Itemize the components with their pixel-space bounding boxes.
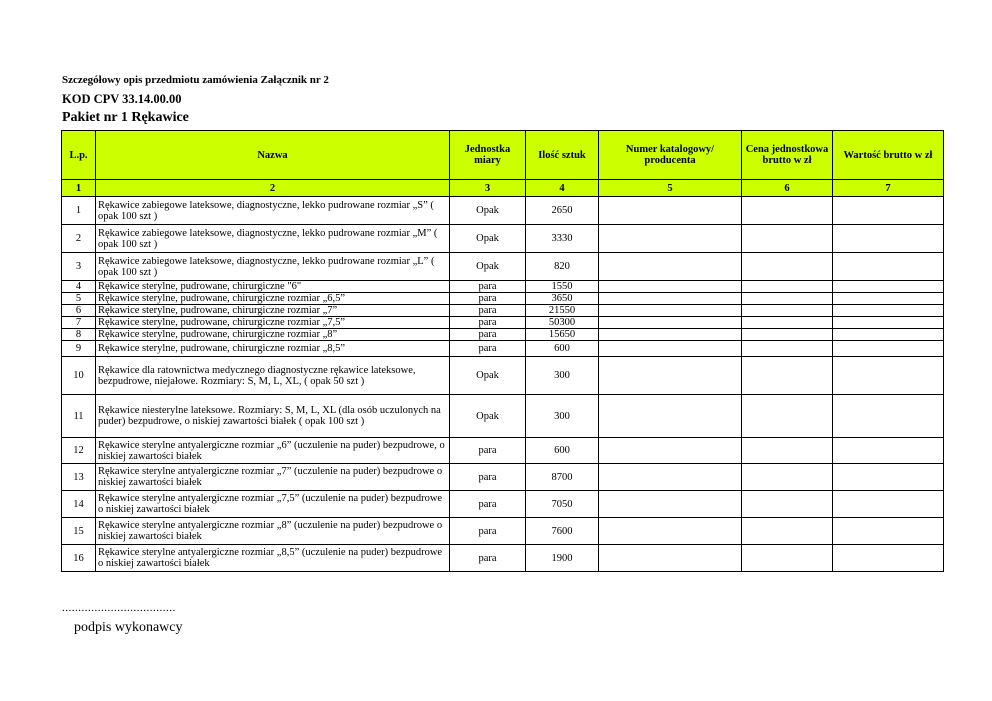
- name-cell: Rękawice sterylne, pudrowane, chirurgiczne rozmiar „7”: [96, 305, 450, 317]
- gross-value-cell: [833, 395, 944, 438]
- unit-cell: Opak: [450, 225, 526, 253]
- table-row: [62, 357, 944, 395]
- catalog-number-cell: [599, 438, 742, 464]
- catalog-number-cell: [599, 341, 742, 357]
- name-cell: Rękawice sterylne antyalergiczne rozmiar „8” (uczulenie na puder) bezpudrowe o niskiej zawartości białek: [96, 518, 450, 545]
- unit-price-cell: [742, 329, 833, 341]
- signature-label: podpis wykonawcy: [74, 620, 183, 635]
- gross-value-cell: [833, 317, 944, 329]
- gross-value-cell: [833, 518, 944, 545]
- name-cell: Rękawice dla ratownictwa medycznego diagnostyczne rękawice lateksowe, bezpudrowe, niejałowe. Rozmiary: S, M, L, XL, ( opak 50 szt ): [96, 357, 450, 395]
- quantity-cell: 3330: [526, 225, 599, 253]
- lp-cell: 11: [62, 395, 96, 438]
- table-row: [62, 341, 944, 357]
- table-row: [62, 329, 944, 341]
- catalog-number-cell: [599, 253, 742, 281]
- table-row: [62, 438, 944, 464]
- column-header: Ilość sztuk: [526, 131, 599, 180]
- column-number: 3: [450, 180, 526, 197]
- quantity-cell: 8700: [526, 464, 599, 491]
- column-header: L.p.: [62, 131, 96, 180]
- catalog-number-cell: [599, 305, 742, 317]
- quantity-cell: 1900: [526, 545, 599, 572]
- gloves-table: [61, 130, 944, 572]
- column-number-row: [62, 180, 944, 197]
- column-number: 2: [96, 180, 450, 197]
- unit-price-cell: [742, 281, 833, 293]
- table-row: [62, 197, 944, 225]
- unit-cell: Opak: [450, 197, 526, 225]
- quantity-cell: 600: [526, 341, 599, 357]
- quantity-cell: 7050: [526, 491, 599, 518]
- column-header: Wartość brutto w zł: [833, 131, 944, 180]
- catalog-number-cell: [599, 317, 742, 329]
- table-row: [62, 491, 944, 518]
- lp-cell: 8: [62, 329, 96, 341]
- unit-price-cell: [742, 438, 833, 464]
- catalog-number-cell: [599, 357, 742, 395]
- gross-value-cell: [833, 293, 944, 305]
- name-cell: Rękawice sterylne, pudrowane, chirurgiczne rozmiar „8,5”: [96, 341, 450, 357]
- name-cell: Rękawice zabiegowe lateksowe, diagnostyczne, lekko pudrowane rozmiar „M” ( opak 100 szt ): [96, 225, 450, 253]
- table-row: [62, 305, 944, 317]
- catalog-number-cell: [599, 329, 742, 341]
- quantity-cell: 3650: [526, 293, 599, 305]
- table-row: [62, 317, 944, 329]
- catalog-number-cell: [599, 197, 742, 225]
- catalog-number-cell: [599, 545, 742, 572]
- column-number: 4: [526, 180, 599, 197]
- column-header: Jednostka miary: [450, 131, 526, 180]
- column-number: 6: [742, 180, 833, 197]
- unit-cell: para: [450, 305, 526, 317]
- name-cell: Rękawice zabiegowe lateksowe, diagnostyczne, lekko pudrowane rozmiar „S” ( opak 100 szt ): [96, 197, 450, 225]
- unit-cell: para: [450, 545, 526, 572]
- name-cell: Rękawice sterylne antyalergiczne rozmiar „6” (uczulenie na puder) bezpudrowe, o niskiej zawartości białek: [96, 438, 450, 464]
- header-row: [62, 131, 944, 180]
- catalog-number-cell: [599, 281, 742, 293]
- column-header: Cena jednostkowa brutto w zł: [742, 131, 833, 180]
- lp-cell: 4: [62, 281, 96, 293]
- lp-cell: 3: [62, 253, 96, 281]
- lp-cell: 12: [62, 438, 96, 464]
- catalog-number-cell: [599, 491, 742, 518]
- name-cell: Rękawice sterylne, pudrowane, chirurgiczne rozmiar „8”: [96, 329, 450, 341]
- signature-line: ...................................: [62, 602, 176, 614]
- gross-value-cell: [833, 225, 944, 253]
- gross-value-cell: [833, 491, 944, 518]
- lp-cell: 1: [62, 197, 96, 225]
- unit-price-cell: [742, 225, 833, 253]
- table-row: [62, 464, 944, 491]
- lp-cell: 9: [62, 341, 96, 357]
- unit-cell: Opak: [450, 253, 526, 281]
- catalog-number-cell: [599, 293, 742, 305]
- unit-price-cell: [742, 305, 833, 317]
- unit-cell: para: [450, 518, 526, 545]
- package-title: Pakiet nr 1 Rękawice: [62, 110, 189, 125]
- name-cell: Rękawice sterylne antyalergiczne rozmiar „7,5” (uczulenie na puder) bezpudrowe o niskiej zawartości białek: [96, 491, 450, 518]
- unit-cell: Opak: [450, 357, 526, 395]
- unit-price-cell: [742, 491, 833, 518]
- column-number: 1: [62, 180, 96, 197]
- unit-cell: para: [450, 317, 526, 329]
- gross-value-cell: [833, 305, 944, 317]
- quantity-cell: 1550: [526, 281, 599, 293]
- gross-value-cell: [833, 438, 944, 464]
- quantity-cell: 21550: [526, 305, 599, 317]
- unit-cell: para: [450, 329, 526, 341]
- gross-value-cell: [833, 357, 944, 395]
- unit-cell: para: [450, 341, 526, 357]
- lp-cell: 5: [62, 293, 96, 305]
- unit-cell: para: [450, 281, 526, 293]
- table-row: [62, 395, 944, 438]
- lp-cell: 15: [62, 518, 96, 545]
- name-cell: Rękawice zabiegowe lateksowe, diagnostyczne, lekko pudrowane rozmiar „L” ( opak 100 szt ): [96, 253, 450, 281]
- lp-cell: 7: [62, 317, 96, 329]
- table-body: [62, 197, 944, 572]
- unit-price-cell: [742, 293, 833, 305]
- table-row: [62, 253, 944, 281]
- quantity-cell: 2650: [526, 197, 599, 225]
- unit-price-cell: [742, 253, 833, 281]
- lp-cell: 13: [62, 464, 96, 491]
- catalog-number-cell: [599, 225, 742, 253]
- quantity-cell: 820: [526, 253, 599, 281]
- quantity-cell: 50300: [526, 317, 599, 329]
- quantity-cell: 15650: [526, 329, 599, 341]
- column-header: Nazwa: [96, 131, 450, 180]
- table-row: [62, 293, 944, 305]
- unit-price-cell: [742, 197, 833, 225]
- unit-price-cell: [742, 464, 833, 491]
- lp-cell: 10: [62, 357, 96, 395]
- document-title: Szczegółowy opis przedmiotu zamówienia Załącznik nr 2: [62, 74, 329, 86]
- column-number: 5: [599, 180, 742, 197]
- lp-cell: 16: [62, 545, 96, 572]
- unit-price-cell: [742, 357, 833, 395]
- quantity-cell: 300: [526, 357, 599, 395]
- table-row: [62, 281, 944, 293]
- catalog-number-cell: [599, 395, 742, 438]
- unit-price-cell: [742, 545, 833, 572]
- name-cell: Rękawice sterylne antyalergiczne rozmiar „8,5” (uczulenie na puder) bezpudrowe o niskiej zawartości białek: [96, 545, 450, 572]
- name-cell: Rękawice sterylne, pudrowane, chirurgiczne "6": [96, 281, 450, 293]
- unit-price-cell: [742, 341, 833, 357]
- catalog-number-cell: [599, 464, 742, 491]
- table-row: [62, 545, 944, 572]
- column-header: Numer katalogowy/ producenta: [599, 131, 742, 180]
- name-cell: Rękawice sterylne, pudrowane, chirurgiczne rozmiar „7,5”: [96, 317, 450, 329]
- gross-value-cell: [833, 464, 944, 491]
- gross-value-cell: [833, 341, 944, 357]
- unit-cell: Opak: [450, 395, 526, 438]
- unit-price-cell: [742, 395, 833, 438]
- lp-cell: 14: [62, 491, 96, 518]
- quantity-cell: 600: [526, 438, 599, 464]
- column-number: 7: [833, 180, 944, 197]
- unit-price-cell: [742, 518, 833, 545]
- gross-value-cell: [833, 329, 944, 341]
- gross-value-cell: [833, 545, 944, 572]
- table-row: [62, 225, 944, 253]
- unit-cell: para: [450, 491, 526, 518]
- gross-value-cell: [833, 281, 944, 293]
- table-row: [62, 518, 944, 545]
- gross-value-cell: [833, 253, 944, 281]
- unit-cell: para: [450, 293, 526, 305]
- gross-value-cell: [833, 197, 944, 225]
- name-cell: Rękawice niesterylne lateksowe. Rozmiary: S, M, L, XL (dla osób uczulonych na puder) bezpudrowe, o niskiej zawartości białek ( opak 100 szt ): [96, 395, 450, 438]
- lp-cell: 2: [62, 225, 96, 253]
- name-cell: Rękawice sterylne antyalergiczne rozmiar „7” (uczulenie na puder) bezpudrowe o niskiej zawartości białek: [96, 464, 450, 491]
- catalog-number-cell: [599, 518, 742, 545]
- unit-cell: para: [450, 438, 526, 464]
- unit-cell: para: [450, 464, 526, 491]
- lp-cell: 6: [62, 305, 96, 317]
- cpv-code: KOD CPV 33.14.00.00: [62, 92, 182, 106]
- quantity-cell: 300: [526, 395, 599, 438]
- quantity-cell: 7600: [526, 518, 599, 545]
- unit-price-cell: [742, 317, 833, 329]
- name-cell: Rękawice sterylne, pudrowane, chirurgiczne rozmiar „6,5”: [96, 293, 450, 305]
